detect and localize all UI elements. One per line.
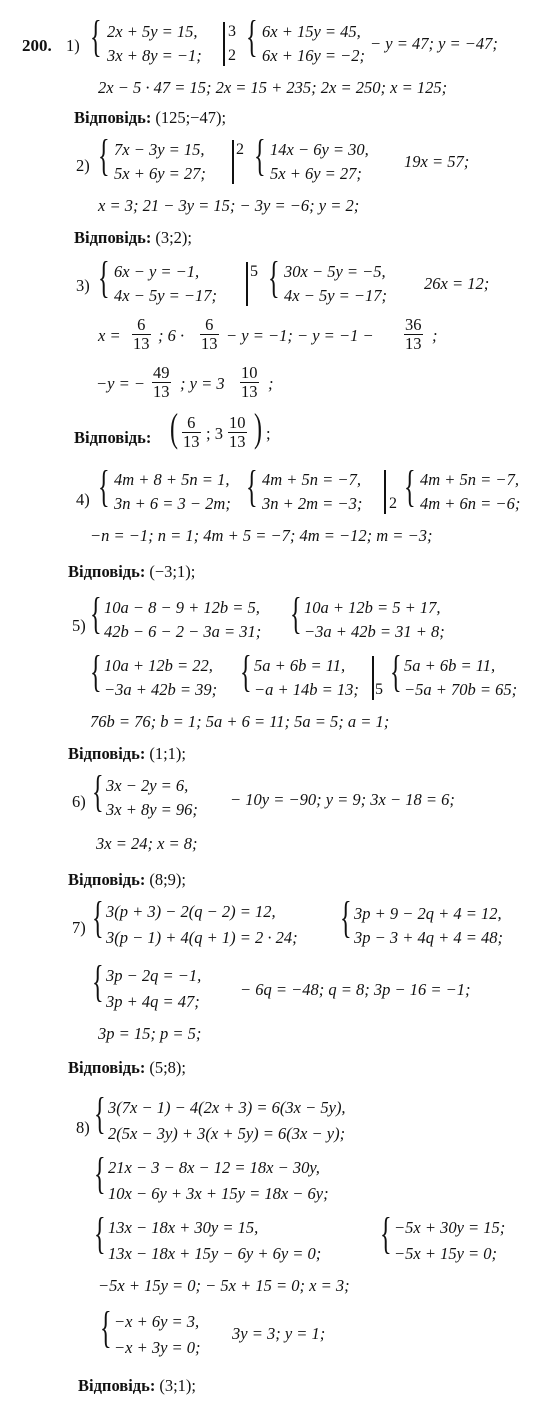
equation-line: 3(p + 3) − 2(q − 2) = 12,	[106, 902, 276, 921]
system-brace: {	[98, 462, 110, 511]
equation-line: 42b − 6 − 2 − 3a = 31;	[104, 622, 262, 641]
equation-line: 2x − 5 · 47 = 15; 2x = 15 + 235; 2x = 250; x = 125;	[98, 78, 448, 97]
fraction	[404, 316, 423, 353]
answer-line	[68, 744, 186, 764]
equation-line: 4m + 5n = −7,	[262, 470, 361, 489]
equation-line: 3x + 8y = −1;	[107, 46, 202, 65]
equation-line: 21x − 3 − 8x − 12 = 18x − 30y,	[108, 1158, 320, 1177]
fraction	[228, 414, 247, 451]
equation-line: 3p = 15; p = 5;	[98, 1024, 202, 1043]
numerator: 6	[182, 414, 201, 433]
system-brace: {	[240, 647, 252, 696]
answer-value: (3;2);	[155, 228, 193, 247]
equation-line: 3(p − 1) + 4(q + 1) = 2 · 24;	[106, 928, 298, 947]
fraction	[132, 316, 151, 353]
problem-number: 200.	[22, 36, 52, 55]
equation-line: 3x = 24; x = 8;	[96, 834, 198, 853]
system-brace: {	[94, 1149, 106, 1198]
equation-line: 4m + 8 + 5n = 1,	[114, 470, 230, 489]
equation-line: 26x = 12;	[424, 274, 490, 293]
equation-line: 13x − 18x + 15y − 6y + 6y = 0;	[108, 1244, 322, 1263]
equation-line: 30x − 5y = −5,	[284, 262, 386, 281]
system-brace: {	[90, 12, 102, 61]
multiplier-bar	[384, 470, 386, 514]
equation-line: 19x = 57;	[404, 152, 470, 171]
multiplier: 2	[236, 141, 244, 158]
equation-line: 4m + 6n = −6;	[420, 494, 521, 513]
equation-text: −y = −	[96, 374, 145, 393]
denominator: 13	[133, 334, 150, 353]
equation-line: − y = 47; y = −47;	[370, 34, 498, 53]
equation-line: −5a + 70b = 65;	[404, 680, 518, 699]
fraction	[182, 414, 201, 451]
numerator: 36	[405, 315, 422, 334]
answer-line	[74, 108, 226, 128]
multiplier: 3	[228, 23, 236, 40]
part-label-7: 7)	[72, 918, 86, 937]
denominator: 13	[405, 334, 422, 353]
equation-line: 10a + 12b = 5 + 17,	[304, 598, 441, 617]
denominator: 13	[201, 334, 218, 353]
system-brace: {	[92, 957, 104, 1006]
equation-line: 3p − 3 + 4q + 4 = 48;	[354, 928, 504, 947]
answer-line	[74, 228, 192, 248]
equation-line: 3x + 8y = 96;	[106, 800, 198, 819]
equation-line: 3p − 2q = −1,	[106, 966, 202, 985]
equation-line: −5x + 15y = 0;	[394, 1244, 498, 1263]
system-brace: {	[380, 1209, 392, 1258]
system-brace: {	[92, 767, 104, 816]
answer-line	[78, 1376, 196, 1396]
equation-line: 4m + 5n = −7,	[420, 470, 519, 489]
multiplier-bar	[232, 140, 234, 184]
answer-line	[68, 562, 195, 582]
equation-line: 5x + 6y = 27;	[270, 164, 362, 183]
equation-line: 4x − 5y = −17;	[114, 286, 218, 305]
equation-line: 3p + 4q = 47;	[106, 992, 200, 1011]
part-label-8: 8)	[76, 1118, 90, 1137]
part-label-6: 6)	[72, 792, 86, 811]
answer-value: (5;8);	[149, 1058, 187, 1077]
answer-value: (125;−47);	[155, 108, 227, 127]
system-brace: {	[90, 589, 102, 638]
equation-line: 7x − 3y = 15,	[114, 140, 205, 159]
system-brace: {	[94, 1209, 106, 1258]
equation-line: − 10y = −90; y = 9; 3x − 18 = 6;	[230, 790, 455, 809]
equation-line: 5x + 6y = 27;	[114, 164, 206, 183]
multiplier-bar	[372, 656, 374, 700]
equation-line: −5x + 30y = 15;	[394, 1218, 506, 1237]
part-label-1: 1)	[66, 36, 80, 55]
equation-line: −x + 3y = 0;	[114, 1338, 201, 1357]
system-brace: {	[340, 893, 352, 942]
equation-line: −n = −1; n = 1; 4m + 5 = −7; 4m = −12; m = −3;	[90, 526, 433, 545]
system-brace: {	[404, 462, 416, 511]
numerator: 49	[153, 363, 170, 382]
answer-line	[74, 428, 155, 448]
answer-value: ;	[266, 424, 271, 443]
equation-line: − 6q = −48; q = 8; 3p − 16 = −1;	[240, 980, 471, 999]
equation-line: −5x + 15y = 0; − 5x + 15 = 0; x = 3;	[98, 1276, 350, 1295]
equation-line: 6x − y = −1,	[114, 262, 200, 281]
system-brace: {	[390, 647, 402, 696]
equation-text: ;	[268, 374, 274, 393]
answer-label: Відповідь:	[74, 108, 152, 127]
answer-value: (−3;1);	[149, 562, 196, 581]
equation-line: x = 3; 21 − 3y = 15; − 3y = −6; y = 2;	[98, 196, 360, 215]
equation-line: 3(7x − 1) − 4(2x + 3) = 6(3x − 5y),	[108, 1098, 346, 1117]
numerator: 6	[132, 316, 151, 335]
system-brace: {	[290, 589, 302, 638]
equation-text: ; y = 3	[180, 374, 225, 393]
multiplier: 2	[389, 495, 397, 512]
answer-label: Відповідь:	[78, 1376, 156, 1395]
denominator: 13	[183, 432, 200, 451]
part-label-3: 3)	[76, 276, 90, 295]
equation-text: ; 6 ·	[158, 326, 185, 345]
system-brace: {	[90, 647, 102, 696]
equation-line: −3a + 42b = 39;	[104, 680, 218, 699]
equation-line: 4x − 5y = −17;	[284, 286, 388, 305]
equation-text: − y = −1; − y = −1 −	[226, 326, 374, 345]
equation-line: 5a + 6b = 11,	[254, 656, 346, 675]
answer-label: Відповідь:	[68, 1058, 146, 1077]
system-brace: {	[246, 462, 258, 511]
system-brace: {	[94, 1089, 106, 1138]
fraction	[152, 364, 171, 401]
system-brace: {	[98, 253, 110, 302]
equation-line: 3p + 9 − 2q + 4 = 12,	[354, 904, 502, 923]
system-brace: {	[98, 131, 110, 180]
answer-value: (1;1);	[149, 744, 187, 763]
equation-line: 3y = 3; y = 1;	[232, 1324, 326, 1343]
answer-value: ; 3	[206, 424, 223, 443]
denominator: 13	[153, 382, 170, 401]
equation-line: 2x + 5y = 15,	[107, 22, 198, 41]
answer-paren-close: )	[254, 405, 262, 450]
equation-line: 10a + 12b = 22,	[104, 656, 213, 675]
part-label-2: 2)	[76, 156, 90, 175]
system-brace: {	[92, 893, 104, 942]
equation-line: −x + 6y = 3,	[114, 1312, 200, 1331]
numerator: 10	[229, 413, 246, 432]
part-label-4: 4)	[76, 490, 90, 509]
numerator: 10	[241, 363, 258, 382]
multiplier: 2	[228, 47, 236, 64]
equation-text: x =	[98, 326, 121, 345]
equation-text: ;	[432, 326, 438, 345]
answer-label: Відповідь:	[74, 428, 152, 447]
fraction	[240, 364, 259, 401]
equation-line: 14x − 6y = 30,	[270, 140, 369, 159]
equation-line: 6x + 15y = 45,	[262, 22, 361, 41]
answer-label: Відповідь:	[68, 562, 146, 581]
multiplier: 5	[250, 263, 258, 280]
answer-paren-open: (	[170, 405, 178, 450]
equation-line: 10a − 8 − 9 + 12b = 5,	[104, 598, 260, 617]
numerator: 6	[200, 316, 219, 335]
denominator: 13	[241, 382, 258, 401]
part-label-5: 5)	[72, 616, 86, 635]
answer-value: (8;9);	[149, 870, 187, 889]
equation-line: 10x − 6y + 3x + 15y = 18x − 6y;	[108, 1184, 329, 1203]
answer-label: Відповідь:	[74, 228, 152, 247]
multiplier-bar	[246, 262, 248, 306]
equation-line: −a + 14b = 13;	[254, 680, 359, 699]
equation-line: 3n + 2m = −3;	[262, 494, 363, 513]
system-brace: {	[254, 131, 266, 180]
answer-value: (3;1);	[159, 1376, 197, 1395]
multiplier: 5	[375, 681, 383, 698]
equation-line: −3a + 42b = 31 + 8;	[304, 622, 445, 641]
multiplier-bar	[223, 22, 225, 66]
denominator: 13	[229, 432, 246, 451]
answer-label: Відповідь:	[68, 744, 146, 763]
equation-line: 2(5x − 3y) + 3(x + 5y) = 6(3x − y);	[108, 1124, 346, 1143]
system-brace: {	[246, 12, 258, 61]
answer-line	[68, 870, 186, 890]
equation-line: 3n + 6 = 3 − 2m;	[114, 494, 231, 513]
equation-line: 76b = 76; b = 1; 5a + 6 = 11; 5a = 5; a = 1;	[90, 712, 390, 731]
answer-separator	[206, 424, 223, 444]
equation-line: 3x − 2y = 6,	[106, 776, 189, 795]
equation-line: 13x − 18x + 30y = 15,	[108, 1218, 259, 1237]
answer-tail	[266, 424, 271, 444]
equation-line: 6x + 16y = −2;	[262, 46, 366, 65]
system-brace: {	[268, 253, 280, 302]
system-brace: {	[100, 1303, 112, 1352]
answer-line	[68, 1058, 186, 1078]
answer-label: Відповідь:	[68, 870, 146, 889]
equation-line: 5a + 6b = 11,	[404, 656, 496, 675]
fraction	[200, 316, 219, 353]
